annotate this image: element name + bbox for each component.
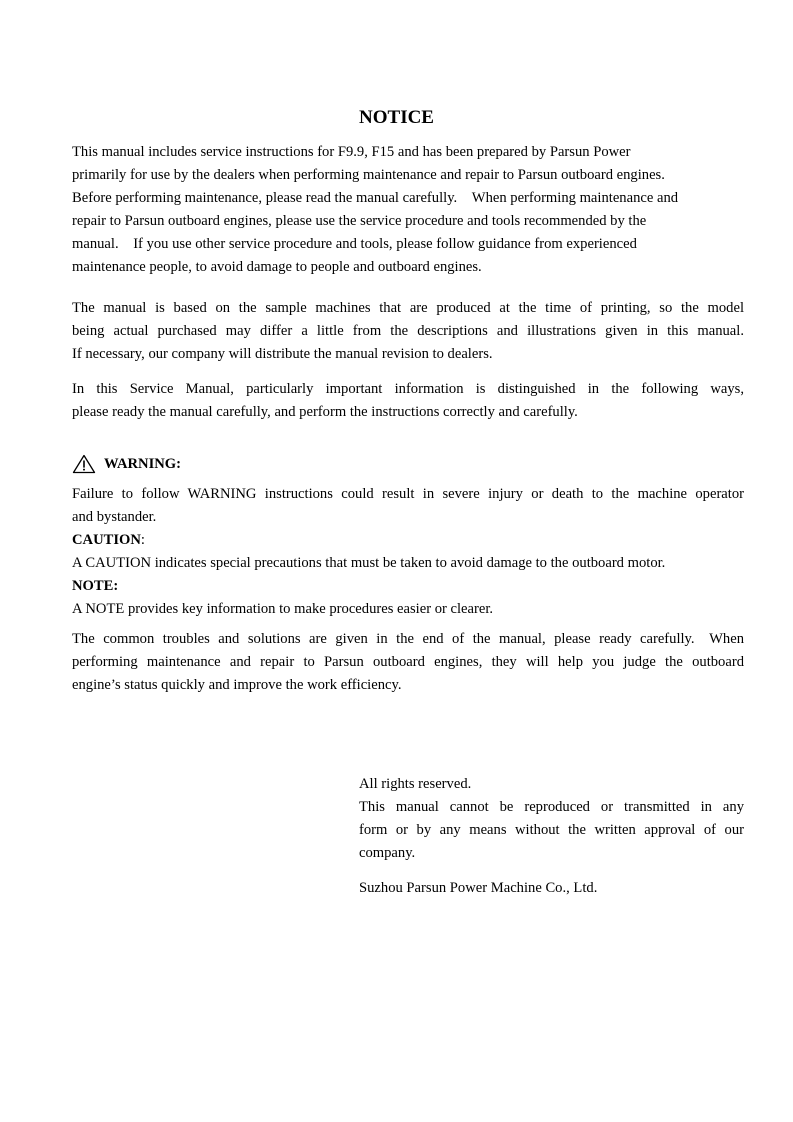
rights-line: This manual cannot be reproduced or transmitted in any xyxy=(359,799,744,815)
caution-colon: : xyxy=(140,532,145,548)
company-name: Suzhou Parsun Power Machine Co., Ltd. xyxy=(359,880,598,896)
warning-text: and bystander. xyxy=(72,509,157,525)
sample-line: If necessary, our company will distribute the manual revision to dealers. xyxy=(72,346,493,362)
sample-line: The manual is based on the sample machines that are produced at the time of printing, so the model xyxy=(72,300,744,316)
troubles-paragraph xyxy=(72,628,744,697)
note-text: A NOTE provides key information to make procedures easier or clearer. xyxy=(72,601,494,617)
intro-line: This manual includes service instructions for F9.9, F15 and has been prepared by Parsun Power xyxy=(72,144,631,160)
sample-machines-paragraph xyxy=(72,297,744,366)
caution-text: A CAUTION indicates special precautions that must be taken to avoid damage to the outboard motor. xyxy=(72,555,666,571)
intro-line: primarily for use by the dealers when performing maintenance and repair to Parsun outboard engines. xyxy=(72,167,665,183)
warning-triangle-icon xyxy=(72,454,96,474)
intro-line: Before performing maintenance, please read the manual carefully. When performing maintenance and xyxy=(72,190,679,206)
intro-line: repair to Parsun outboard engines, please use the service procedure and tools recommended by the xyxy=(72,213,647,229)
distinguish-paragraph xyxy=(72,378,744,424)
rights-reserved: All rights reserved. xyxy=(359,776,472,792)
page-title: NOTICE xyxy=(359,107,434,128)
note-label: NOTE: xyxy=(72,578,119,594)
troubles-line: The common troubles and solutions are given in the end of the manual, please ready carefully. When xyxy=(72,631,744,647)
rights-line: form or by any means without the written approval of our xyxy=(359,822,744,838)
rights-line: company. xyxy=(359,845,416,861)
caution-label: CAUTION xyxy=(72,532,141,548)
troubles-line: engine’s status quickly and improve the work efficiency. xyxy=(72,677,402,693)
intro-line: maintenance people, to avoid damage to people and outboard engines. xyxy=(72,259,482,275)
troubles-line: performing maintenance and repair to Parsun outboard engines, they will help you judge the outboard xyxy=(72,654,744,670)
distinguish-line: In this Service Manual, particularly important information is distinguished in the following ways, xyxy=(72,381,744,397)
intro-paragraph xyxy=(72,141,744,279)
warning-text: Failure to follow WARNING instructions could result in severe injury or death to the machine operator xyxy=(72,486,744,502)
distinguish-line: please ready the manual carefully, and perform the instructions correctly and carefully. xyxy=(72,404,578,420)
notice-types-block xyxy=(72,483,744,621)
copyright-block xyxy=(359,773,744,865)
caution-heading xyxy=(72,529,744,552)
sample-line: being actual purchased may differ a little from the descriptions and illustrations given in this manual. xyxy=(72,323,744,339)
warning-heading xyxy=(72,452,181,476)
warning-label: WARNING: xyxy=(104,455,182,472)
intro-line: manual. If you use other service procedure and tools, please follow guidance from experienced xyxy=(72,236,637,252)
